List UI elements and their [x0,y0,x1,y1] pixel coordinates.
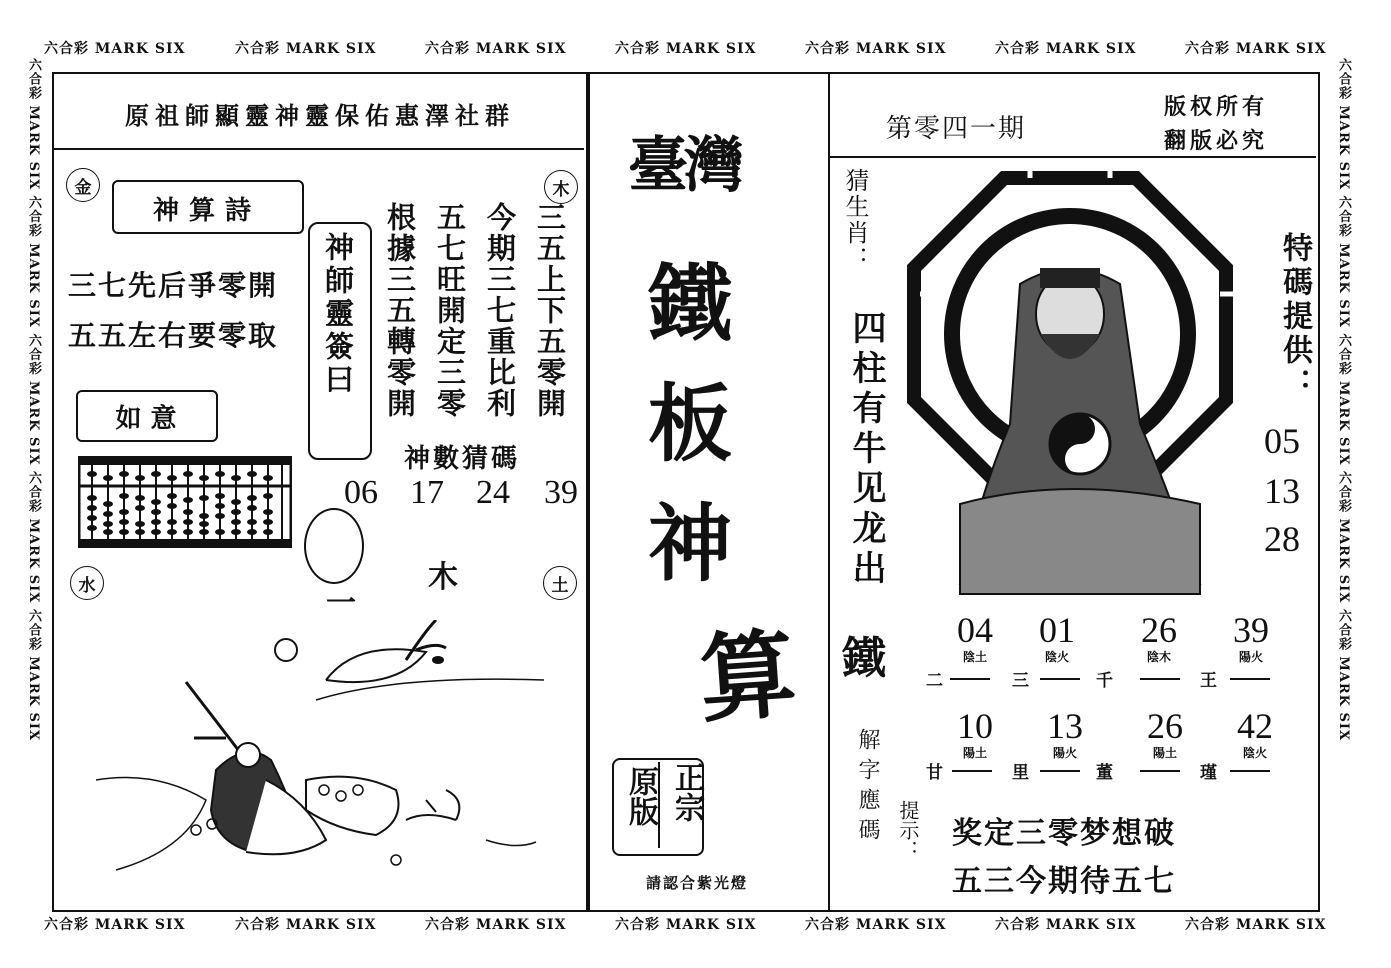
center-footer: 請認合紫光燈 [646,874,749,892]
element-water: 水 [70,566,104,600]
oracle-col-3: 五七旺開定三零 [433,202,467,419]
decode-char: 瑾 [1200,763,1217,783]
border-label: 六合彩 MARK SIX [995,41,1137,57]
special-number: 28 [1264,519,1300,559]
border-label: 六合彩 MARK SIX [44,917,186,933]
oracle-col-2: 今期三七重比利 [483,202,517,419]
special-label: 特碼提供： [1277,232,1312,402]
border-label: 六合彩 MARK SIX [805,41,947,57]
border-label: 六合彩 MARK SIX [615,41,757,57]
zodiac-hint: 四柱有牛见龙出 [846,310,886,590]
left-banner: 原祖師顯靈神靈保佑惠澤社群 [125,101,515,130]
code-number: 01 [1039,610,1075,650]
oracle-col-1: 三五上下五零開 [533,202,567,419]
oracle-col-4: 根據三五轉零開 [383,202,417,419]
oracle-title: 神師靈簽曰 [321,232,355,397]
code-cell [950,708,1000,761]
issue-number: 第零四一期 [886,114,1027,144]
border-label: 六合彩 MARK SIX [235,917,377,933]
hint-line-2: 五三今期待五七 [952,864,1176,899]
code-cell [1226,612,1276,665]
sage-scene-illustration [96,620,556,900]
ruyi-label: 如 意 [115,404,177,434]
border-label: 六合彩 MARK SIX [425,917,567,933]
code-attr: 陰火 [1242,746,1267,760]
decode-char: 王 [1200,671,1217,691]
code-cell [1040,708,1090,761]
left-side-border: 六合彩 MARK SIX 六合彩 MARK SIX 六合彩 MARK SIX 六合彩 MARK SIX 六合彩 MARK SIX [26,58,41,742]
border-label: 六合彩 MARK SIX [995,917,1137,933]
code-attr: 陰火 [1044,650,1069,664]
divider [1230,678,1270,680]
seal-original: 原版 [623,766,658,826]
title-suan: 算 [696,616,800,737]
element-metal: 金 [66,168,100,202]
border-label: 六合彩 MARK SIX [425,41,567,57]
one-char: 一 [326,586,356,621]
guess-number: 39 [544,474,578,511]
border-label: 六合彩 MARK SIX [235,41,377,57]
zero-oval [304,508,364,584]
code-attr: 陽火 [1238,650,1263,664]
code-attr: 陽火 [1052,746,1077,760]
element-wood: 木 [544,170,578,204]
decode-char: 董 [1096,763,1113,783]
decode-char: 里 [1012,763,1029,783]
title-tie: 鐵 [648,254,733,353]
special-number: 13 [1264,471,1300,511]
title-taiwan: 臺灣 [628,131,740,201]
tie-char: 鐵 [842,633,886,684]
wood-char: 木 [428,560,458,595]
decode-label: 解字應碼 [855,728,880,848]
title-ban: 板 [648,374,733,473]
hint-line-1: 奖定三零梦想破 [952,816,1176,851]
seal-authentic: 正宗 [669,762,704,822]
poem-line-2: 五五左右要零取 [68,319,279,352]
divider [1140,770,1180,772]
code-attr: 陽土 [962,746,987,760]
border-label: 六合彩 MARK SIX [1185,41,1327,57]
border-label: 六合彩 MARK SIX [1185,917,1327,933]
guess-title: 神數猜碼 [404,444,521,474]
divider [1040,770,1080,772]
title-shen: 神 [648,494,733,593]
code-cell [1032,612,1082,665]
code-cell [1230,708,1280,761]
divider [950,678,990,680]
guess-number: 17 [410,474,444,511]
bagua-sage-illustration [900,164,1240,604]
hint-label: 提示： [896,800,920,860]
guess-zodiac-label: 猜生肖： [841,168,869,272]
code-attr: 陰土 [962,650,987,664]
decode-char: 千 [1096,671,1113,691]
guess-number: 06 [344,474,378,511]
decode-char: 三 [1012,671,1029,691]
code-cell [1140,708,1190,761]
border-label: 六合彩 MARK SIX [805,917,947,933]
divider [1040,678,1080,680]
border-label: 六合彩 MARK SIX [615,917,757,933]
element-earth: 土 [543,566,577,600]
code-number: 42 [1237,706,1273,746]
decode-char: 二 [926,671,943,691]
code-number: 39 [1233,610,1269,650]
guess-number: 24 [476,474,510,511]
code-number: 26 [1141,610,1177,650]
divider [952,770,992,772]
divider [1140,678,1180,680]
code-cell [950,612,1000,665]
poem-title: 神算詩 [152,196,261,226]
code-attr: 陰木 [1146,650,1171,664]
code-number: 10 [957,706,993,746]
code-number: 13 [1047,706,1083,746]
border-label: 六合彩 MARK SIX [44,41,186,57]
code-number: 26 [1147,706,1183,746]
decode-char: 甘 [926,763,943,783]
code-number: 04 [957,610,993,650]
abacus-icon [78,456,292,548]
copyright-line-2: 翻版必究 [1164,128,1269,154]
poem-line-1: 三七先后爭零開 [68,269,279,302]
code-attr: 陽土 [1152,746,1177,760]
special-number: 05 [1264,421,1300,461]
right-side-border: 六合彩 MARK SIX 六合彩 MARK SIX 六合彩 MARK SIX 六合彩 MARK SIX 六合彩 MARK SIX [1336,58,1351,742]
divider [1230,770,1270,772]
code-cell [1134,612,1184,665]
copyright-line-1: 版权所有 [1164,94,1269,120]
